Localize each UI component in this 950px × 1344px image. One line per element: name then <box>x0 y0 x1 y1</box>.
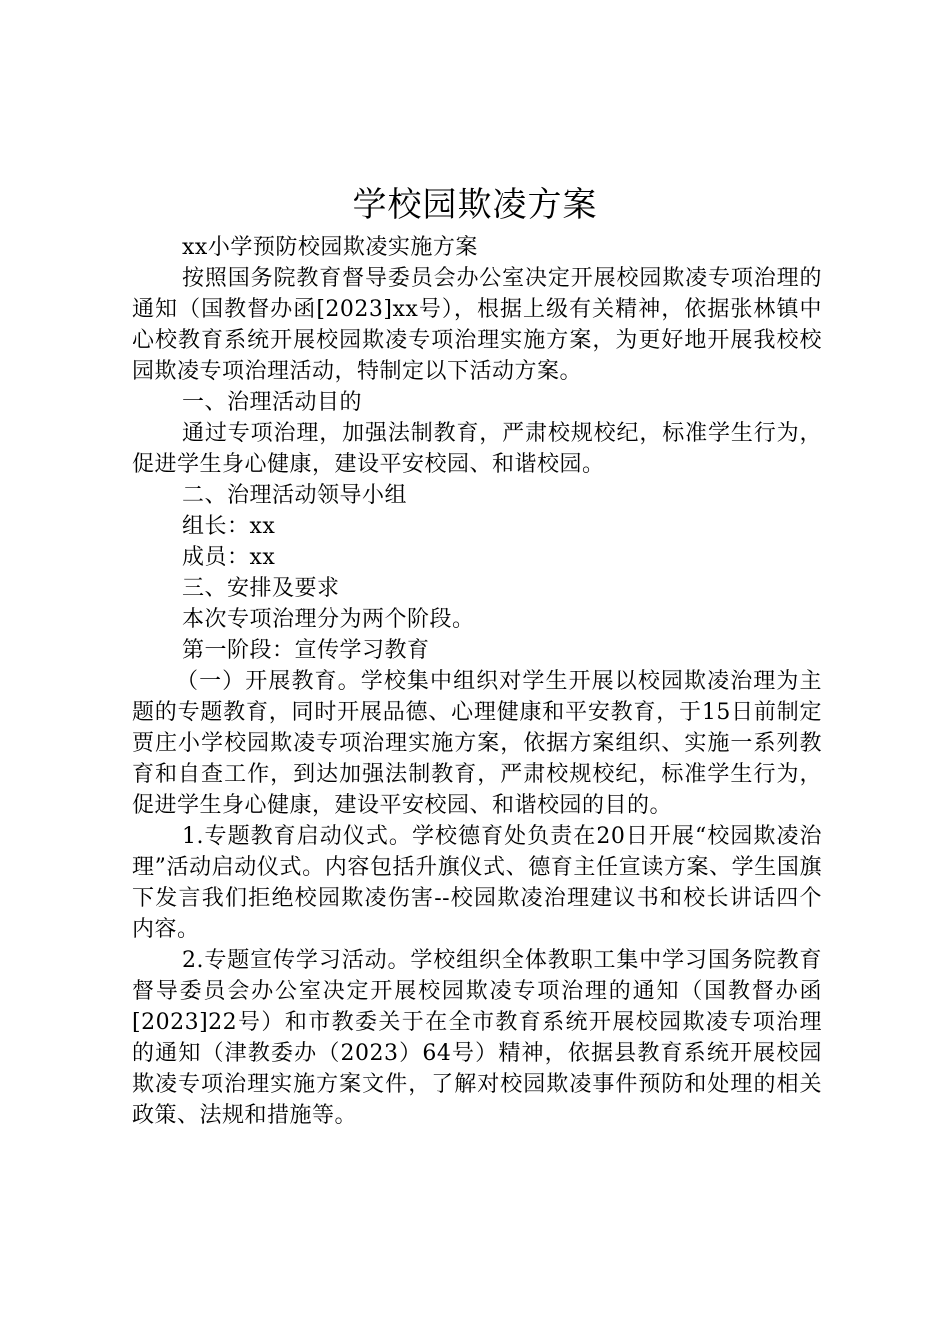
intro-paragraph: 按照国务院教育督导委员会办公室决定开展校园欺凌专项治理的通知（国教督办函[2023]xx号），根据上级有关精神，依据张林镇中心校教育系统开展校园欺凌专项治理实施方案，为更好地开展我校校园欺凌专项治理活动，特制定以下活动方案。 <box>132 266 822 384</box>
document-body <box>132 232 822 1131</box>
members-line: 成员：xx <box>182 545 276 570</box>
item-2-paragraph: 2.专题宣传学习活动。学校组织全体教职工集中学习国务院教育督导委员会办公室决定开展校园欺凌专项治理的通知（国教督办函[2023]22号）和市教委关于在全市教育系统开展校园欺凌专项治理的通知（津教委办（2023）64号）精神，依据县教育系统开展校园欺凌专项治理实施方案文件，了解对校园欺凌事件预防和处理的相关政策、法规和措施等。 <box>132 948 822 1128</box>
education-paragraph: （一）开展教育。学校集中组织对学生开展以校园欺凌治理为主题的专题教育，同时开展品德、心理健康和平安教育，于15日前制定贾庄小学校园欺凌专项治理实施方案，依据方案组织、实施一系列教育和自查工作，到达加强法制教育，严肃校规校纪，标准学生行为，促进学生身心健康，建设平安校园、和谐校园的目的。 <box>132 669 822 818</box>
section-heading-arrangement: 三、安排及要求 <box>182 576 340 601</box>
goal-paragraph: 通过专项治理，加强法制教育，严肃校规校纪，标准学生行为，促进学生身心健康，建设平安校园、和谐校园。 <box>132 421 822 477</box>
stages-paragraph: 本次专项治理分为两个阶段。 <box>182 607 475 632</box>
section-heading-leadership: 二、治理活动领导小组 <box>182 483 408 508</box>
leader-line: 组长：xx <box>182 514 276 539</box>
section-heading-goal: 一、治理活动目的 <box>182 390 363 415</box>
document-title: 学校园欺凌方案 <box>352 185 598 225</box>
item-1-paragraph: 1.专题教育启动仪式。学校德育处负责在20日开展“校园欺凌治理”活动启动仪式。内容包括升旗仪式、德育主任宣读方案、学生国旗下发言我们拒绝校园欺凌伤害--校园欺凌治理建议书和校长讲话四个内容。 <box>132 824 822 942</box>
subtitle-paragraph: xx小学预防校园欺凌实施方案 <box>182 235 478 260</box>
stage-one-heading: 第一阶段：宣传学习教育 <box>182 638 430 663</box>
